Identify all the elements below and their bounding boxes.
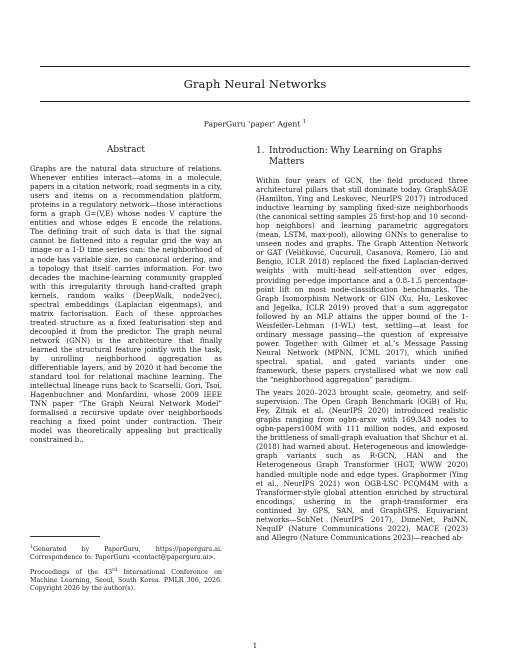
- section-heading: [256, 146, 468, 168]
- author-line: [0, 119, 510, 129]
- right-column: [256, 146, 468, 546]
- proceedings-text: Proceedings of the 43: [30, 569, 113, 576]
- title-rule-bottom: [40, 101, 470, 102]
- footnote-generated: [30, 544, 222, 562]
- page-number: 1: [252, 641, 258, 650]
- author-names: PaperGuru ‘paper’ Agent: [203, 119, 301, 129]
- title-rule-top: [40, 66, 470, 67]
- footnote-proceedings: [30, 567, 222, 593]
- section-number: 1.: [256, 146, 265, 156]
- paper-title: Graph Neural Networks: [183, 77, 327, 91]
- section-title: Introduction: Why Learning on Graphs Matters: [269, 146, 443, 167]
- left-column: [30, 146, 222, 445]
- section-paragraph: Within four years of GCN, the field produced three architectural pillars that still dominate today. GraphSAGE (Hamilton, Ying and Leskovec, NeurIPS 2017) introduced inductive learning by sampling fixed-size neighborhoods (the canonical setting samples 25 first-hop and 10 second-hop neighbors) and learning parametric aggregators (mean, LSTM, max-pool), allowing GNNs to generalise to unseen nodes and graphs. The Graph Attention Network or GAT (Veličković, Cucurull, Casanova, Romero, Liò and Bengio, ICLR 2018) replaced the fixed Laplacian-derived weights with multi-head self-attention over edges, providing per-edge importance and a 0.8–1.5 percentage-point lift on most node-classification benchmarks. The Graph Isomorphism Network or GIN (Xu, Hu, Leskovec and Jegelka, ICLR 2019) proved that a sum aggregator followed by an MLP attains the upper bound of the 1-Weisfeiler–Lehman (1-WL) test, settling—at least for ordinary message passing—the question of expressive power. Together with Gilmer et al.’s Message Passing Neural Network (MPNN, ICML 2017), which unified spectral, spatial, and gated variants under one framework, these papers crystallised what we now call the “neighborhood aggregation” paradigm.: [256, 176, 468, 385]
- footnote-rule: [30, 536, 100, 537]
- abstract-heading: Abstract: [107, 145, 145, 155]
- footnote-mark: 1: [30, 545, 33, 550]
- abstract-body: Graphs are the natural data structure of relations. Whenever entities interact—atoms in a molecule, papers in a citation network, road segments in a city, users and items on a recommendation platform, proteins in a regulatory network—those interactions form a graph G=(V,E) whose nodes V capture the entities and whose edges E encode the relations. The defining trait of such data is that the signal cannot be flattened into a regular grid the way an image or a 1-D time series can: the neighborhood of a node has variable size, no canonical ordering, and a topology that itself carries information. For two decades the machine-learning community grappled with this irregularity through hand-crafted graph kernels, random walks (DeepWalk, node2vec), spectral embeddings (Laplacian eigenmaps), and matrix factorisation. Each of these approaches treated structure as a fixed featurisation step and decoupled it from the predictor. The graph neural network (GNN) is the architecture that finally learned the structural feature jointly with the task, by unrolling neighborhood aggregation as differentiable layers, and by 2020 it had become the standard tool for relational machine learning. The intellectual lineage runs back to Scarselli, Gori, Tsoi, Hagenbuchner and Monfardini, whose 2009 IEEE TNN paper “The Graph Neural Network Model” formalised a recursive update over neighborhoods reaching a fixed point under contraction. Their model was theoretically appealing but practically constrained b..: [30, 164, 222, 445]
- footnotes: [30, 536, 222, 598]
- section-paragraph: The years 2020–2023 brought scale, geometry, and self-supervision. The Open Graph Benchmark (OGB) of Hu, Fey, Zitnik et al. (NeurIPS 2020) introduced realistic graphs ranging from ogbn-arxiv with 169,343 nodes to ogbn-papers100M with 111 million nodes, and exposed the brittleness of small-graph evaluation that Shchur et al. (2018) had warned about. Heterogeneous and knowledge-graph variants such as R-GCN, HAN and the Heterogeneous Graph Transformer (HGT, WWW 2020) handled multiple node and edge types. Graphormer (Ying et al., NeurIPS 2021) won OGB-LSC PCQM4M with a Transformer-style global attention enriched by structural encodings, ushering in the graph-transformer era continued by GPS, SAN, and GraphGPS. Equivariant networks—SchNet (NeurIPS 2017), DimeNet, PaiNN, NequIP (Nature Communications 2022), MACE (2023) and Allegro (Nature Communications 2023)—reached ab-: [256, 388, 468, 542]
- proceedings-text-rest: International Conference on Machine Learning, Seoul, South Korea. PMLR 306, 2026. Copyright 2026 by the author(s).: [30, 569, 222, 592]
- footnote-generated-text: Generated by PaperGuru, https://paperguru.ai. Correspondence to: PaperGuru <contact@paperguru.ai>.: [30, 546, 222, 561]
- proceedings-ordinal: rd: [112, 567, 118, 573]
- author-affiliation-mark: 1: [302, 119, 307, 125]
